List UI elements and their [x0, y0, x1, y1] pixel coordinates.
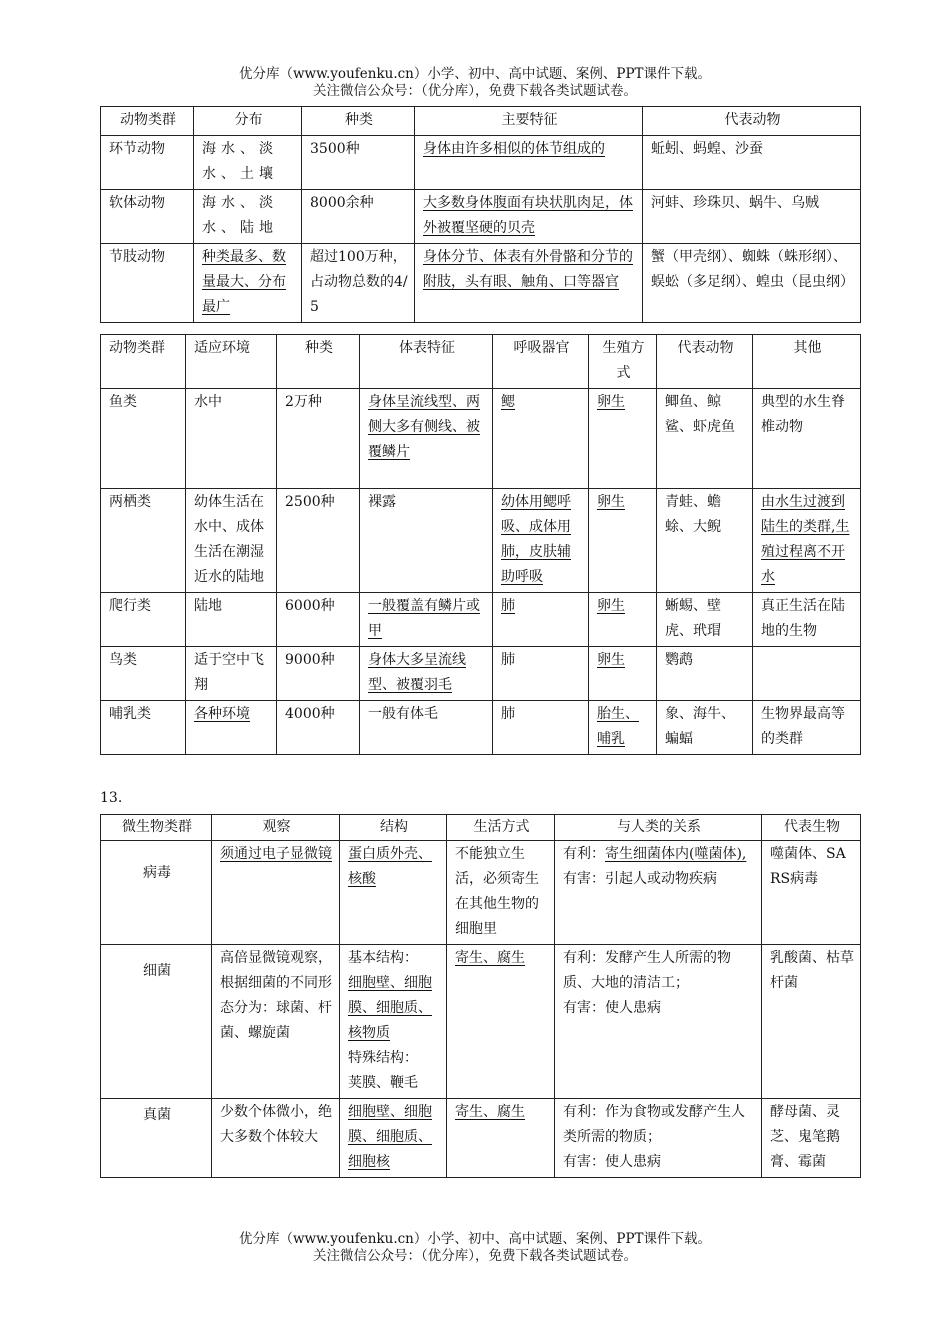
- table-cell: 卵生: [589, 489, 657, 593]
- benefit-label: 有利：: [563, 950, 605, 966]
- table-row: [101, 190, 861, 244]
- table-row: [101, 389, 861, 489]
- table-cell: [555, 841, 762, 945]
- table-cell: 4000种: [277, 701, 360, 755]
- harm-label: 有害：: [563, 871, 605, 887]
- table-cell: 软体动物: [101, 190, 194, 244]
- table-header-cell: 生殖方式: [589, 335, 657, 389]
- table-header-cell: 观察: [212, 815, 340, 841]
- table-header-cell: 适应环境: [186, 335, 277, 389]
- table-header-cell: 代表动物: [657, 335, 753, 389]
- table-row: [101, 1099, 861, 1178]
- table-cell: 象、海牛、蝙蝠: [657, 701, 753, 755]
- table-cell: 蜥蜴、壁虎、玳瑁: [657, 593, 753, 647]
- microbe-table: [100, 814, 861, 1178]
- table-cell: 身体呈流线型、两侧大多有侧线、被覆鳞片: [360, 389, 493, 489]
- table-row: [101, 945, 861, 1099]
- harm-line: [563, 1150, 755, 1175]
- harm-line: [563, 867, 755, 892]
- table-cell: 真正生活在陆地的生物: [753, 593, 861, 647]
- table-header-cell: 动物类群: [101, 335, 186, 389]
- table-cell: 细胞壁、细胞膜、细胞质、细胞核: [340, 1099, 447, 1178]
- harm-text: 使人患病: [605, 1154, 661, 1170]
- table-cell: 生物界最高等的类群: [753, 701, 861, 755]
- benefit-line: [563, 946, 755, 996]
- table-header-cell: 结构: [340, 815, 447, 841]
- table-cell: [555, 945, 762, 1099]
- table-header-cell: 微生物类群: [101, 815, 212, 841]
- table-cell: 鱼类: [101, 389, 186, 489]
- table-row: [101, 593, 861, 647]
- table-cell: 鲫鱼、鲸鲨、虾虎鱼: [657, 389, 753, 489]
- table-cell: 身体由许多相似的体节组成的: [415, 136, 643, 190]
- table-cell: 噬菌体、SARS病毒: [762, 841, 861, 945]
- table-cell: 幼体用鳃呼吸、成体用肺，皮肤辅助呼吸: [493, 489, 589, 593]
- table-header-cell: 体表特征: [360, 335, 493, 389]
- table-cell: 种类最多、数量最大、分布最广: [194, 244, 302, 323]
- table-cell: 超过100万种，占动物总数的4/5: [302, 244, 415, 323]
- table-cell: 卵生: [589, 389, 657, 489]
- table-cell: 水中: [186, 389, 277, 489]
- table-cell: 哺乳类: [101, 701, 186, 755]
- table-cell: 卵生: [589, 593, 657, 647]
- table-cell: 9000种: [277, 647, 360, 701]
- table-cell: [101, 945, 212, 1099]
- table-header-cell: 生活方式: [447, 815, 555, 841]
- table-cell: 节肢动物: [101, 244, 194, 323]
- table-cell: 陆地: [186, 593, 277, 647]
- table-cell: [340, 945, 447, 1099]
- table-cell: 2500种: [277, 489, 360, 593]
- benefit-label: 有利：: [563, 1104, 605, 1120]
- table-cell: 河蚌、珍珠贝、蜗牛、乌贼: [643, 190, 861, 244]
- table-cell: 高倍显微镜观察，根据细菌的不同形态分为：球菌、杆菌、螺旋菌: [212, 945, 340, 1099]
- group-name: 真菌: [143, 1107, 171, 1123]
- footer-line-2: 关注微信公众号：（优分库），免费下载各类试题试卷。: [313, 1248, 637, 1264]
- table-header-cell: 呼吸器官: [493, 335, 589, 389]
- table-header-cell: 主要特征: [415, 107, 643, 136]
- table-cell: 肺: [493, 593, 589, 647]
- table-row: [101, 647, 861, 701]
- table-cell: [101, 841, 212, 945]
- benefit-text: 作为食物或发酵产生人类所需的物质；: [563, 1104, 745, 1145]
- table-cell: 身体分节、体表有外骨骼和分节的附肢，头有眼、触角、口等器官: [415, 244, 643, 323]
- table-cell: 8000余种: [302, 190, 415, 244]
- table-row: [101, 244, 861, 323]
- table-cell: 身体大多呈流线型、被覆羽毛: [360, 647, 493, 701]
- table-cell: 寄生、腐生: [447, 1099, 555, 1178]
- table-row: [101, 489, 861, 593]
- table-cell: 胎生、哺乳: [589, 701, 657, 755]
- table-cell: 各种环境: [186, 701, 277, 755]
- table-cell: 鹦鹉: [657, 647, 753, 701]
- group-name: 细菌: [143, 963, 171, 979]
- table-cell: 幼体生活在水中、成体生活在潮湿近水的陆地: [186, 489, 277, 593]
- structure-basic: 细胞壁、细胞膜、细胞质、核物质: [348, 975, 432, 1041]
- table-cell: 肺: [493, 701, 589, 755]
- table-cell: 一般有体毛: [360, 701, 493, 755]
- harm-text: 使人患病: [605, 1000, 661, 1016]
- table-header-cell: 与人类的关系: [555, 815, 762, 841]
- table-cell: 乳酸菌、枯草杆菌: [762, 945, 861, 1099]
- table-header-cell: 代表动物: [643, 107, 861, 136]
- vertebrate-table: [100, 334, 861, 755]
- table-cell: 酵母菌、灵芝、鬼笔鹅膏、霉菌: [762, 1099, 861, 1178]
- table-cell: 鳃: [493, 389, 589, 489]
- harm-text: 引起人或动物疾病: [605, 871, 717, 887]
- section-number: 13.: [100, 790, 123, 806]
- benefit-text: 寄生细菌体内(噬菌体),: [605, 846, 747, 862]
- table-cell: 6000种: [277, 593, 360, 647]
- page-footer: [0, 1231, 950, 1265]
- table-header-cell: 种类: [277, 335, 360, 389]
- header-line-2: 关注微信公众号：（优分库），免费下载各类试题试卷。: [313, 83, 637, 99]
- page-header: [0, 66, 950, 100]
- benefit-line: [563, 1100, 755, 1150]
- benefit-label: 有利：: [563, 846, 605, 862]
- table-cell: 蚯蚓、蚂蝗、沙蚕: [643, 136, 861, 190]
- table-cell: 由水生过渡到陆生的类群,生殖过程离不开水: [753, 489, 861, 593]
- table-cell: 鸟类: [101, 647, 186, 701]
- table-cell: 环节动物: [101, 136, 194, 190]
- table-cell: 裸露: [360, 489, 493, 593]
- harm-label: 有害：: [563, 1154, 605, 1170]
- invertebrate-table: [100, 106, 861, 323]
- structure-special: 荚膜、鞭毛: [348, 1075, 418, 1091]
- harm-line: [563, 996, 755, 1021]
- header-line-1: 优分库（www.youfenku.cn）小学、初中、高中试题、案例、PPT课件下载。: [238, 66, 712, 82]
- table-cell: 海水、淡水、陆地: [194, 190, 302, 244]
- table-cell: 爬行类: [101, 593, 186, 647]
- table-cell: [101, 1099, 212, 1178]
- table-cell: 2万种: [277, 389, 360, 489]
- table-header-row: [101, 815, 861, 841]
- group-name: 病毒: [143, 865, 171, 881]
- table-row: [101, 701, 861, 755]
- table-row: [101, 136, 861, 190]
- table-cell: 卵生: [589, 647, 657, 701]
- table-cell: [555, 1099, 762, 1178]
- structure-special-label: 特殊结构：: [348, 1050, 418, 1066]
- table-cell: 青蛙、蟾蜍、大鲵: [657, 489, 753, 593]
- table-cell: 蟹（甲壳纲）、蜘蛛（蛛形纲）、蜈蚣（多足纲）、蝗虫（昆虫纲）: [643, 244, 861, 323]
- table-cell: 3500种: [302, 136, 415, 190]
- table-cell: 须通过电子显微镜: [212, 841, 340, 945]
- table-header-cell: 分布: [194, 107, 302, 136]
- table-cell: 海水、淡水、土壤: [194, 136, 302, 190]
- table-cell: 一般覆盖有鳞片或甲: [360, 593, 493, 647]
- table-cell: 两栖类: [101, 489, 186, 593]
- table-header-row: [101, 335, 861, 389]
- table-header-row: [101, 107, 861, 136]
- table-row: [101, 841, 861, 945]
- table-header-cell: 其他: [753, 335, 861, 389]
- table-header-cell: 代表生物: [762, 815, 861, 841]
- harm-label: 有害：: [563, 1000, 605, 1016]
- table-cell: 不能独立生活，必须寄生在其他生物的细胞里: [447, 841, 555, 945]
- table-cell: [753, 647, 861, 701]
- table-cell: 蛋白质外壳、核酸: [340, 841, 447, 945]
- table-cell: 典型的水生脊椎动物: [753, 389, 861, 489]
- table-header-cell: 种类: [302, 107, 415, 136]
- table-cell: 寄生、腐生: [447, 945, 555, 1099]
- benefit-line: [563, 842, 755, 867]
- table-header-cell: 动物类群: [101, 107, 194, 136]
- footer-line-1: 优分库（www.youfenku.cn）小学、初中、高中试题、案例、PPT课件下载。: [238, 1231, 712, 1247]
- table-cell: 肺: [493, 647, 589, 701]
- table-cell: 适于空中飞翔: [186, 647, 277, 701]
- table-cell: 大多数身体腹面有块状肌肉足，体外被覆坚硬的贝壳: [415, 190, 643, 244]
- table-cell: 少数个体微小，绝大多数个体较大: [212, 1099, 340, 1178]
- structure-basic-label: 基本结构：: [348, 950, 418, 966]
- benefit-text: 发酵产生人所需的物质、大地的清洁工；: [563, 950, 731, 991]
